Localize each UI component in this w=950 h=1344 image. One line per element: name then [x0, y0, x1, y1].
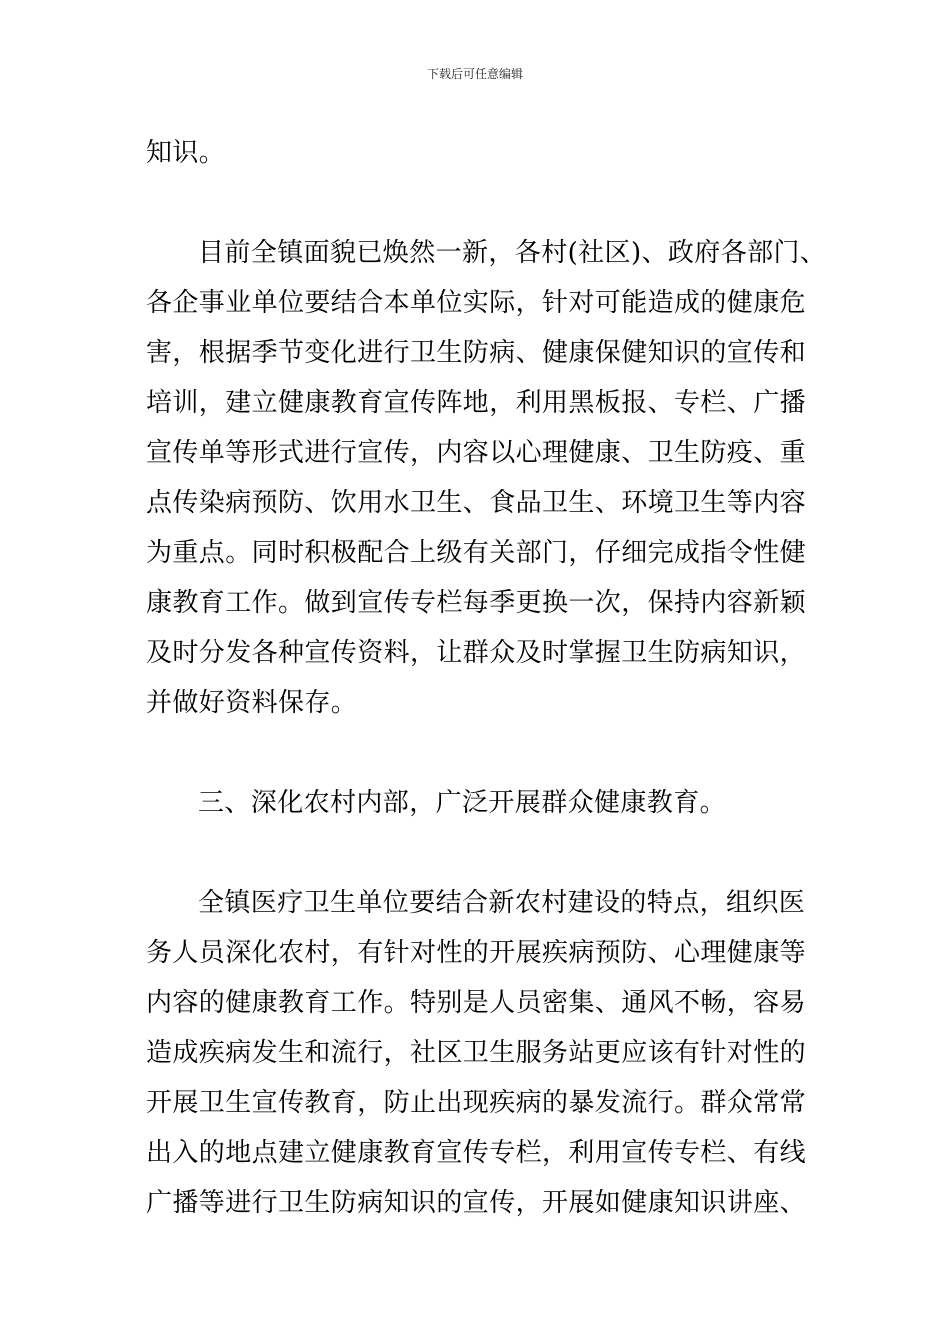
text-line: 为重点。同时积极配合上级有关部门，仔细完成指令性健	[146, 538, 807, 568]
text-line: 内容的健康教育工作。特别是人员密集、通风不畅，容易	[146, 988, 807, 1018]
text-line: 并做好资料保存。	[146, 688, 358, 718]
text-line: 点传染病预防、饮用水卫生、食品卫生、环境卫生等内容	[146, 488, 807, 518]
text-line: 知识。	[146, 138, 226, 168]
text-line: 目前全镇面貌已焕然一新，各村(社区)、政府各部门、	[198, 238, 827, 268]
paragraph-gap	[146, 828, 826, 878]
text-line: 各企事业单位要结合本单位实际，针对可能造成的健康危	[146, 288, 807, 318]
text-line: 造成疾病发生和流行，社区卫生服务站更应该有针对性的	[146, 1038, 807, 1068]
text-line: 开展卫生宣传教育，防止出现疾病的暴发流行。群众常常	[146, 1088, 807, 1118]
text-line: 及时分发各种宣传资料，让群众及时掌握卫生防病知识，	[146, 638, 807, 668]
text-line: 全镇医疗卫生单位要结合新农村建设的特点，组织医	[198, 888, 806, 918]
text-line: 害，根据季节变化进行卫生防病、健康保健知识的宣传和	[146, 338, 807, 368]
text-line: 广播等进行卫生防病知识的宣传，开展如健康知识讲座、	[146, 1188, 807, 1218]
text-line: 出入的地点建立健康教育宣传专栏，利用宣传专栏、有线	[146, 1138, 807, 1168]
paragraph-gap	[146, 178, 826, 228]
section-heading: 三、深化农村内部，广泛开展群众健康教育。	[198, 788, 727, 818]
paragraph-gap	[146, 728, 826, 778]
page-header: 下载后可任意编辑	[426, 67, 523, 81]
text-line: 康教育工作。做到宣传专栏每季更换一次，保持内容新颖	[146, 588, 807, 618]
text-line: 宣传单等形式进行宣传，内容以心理健康、卫生防疫、重	[146, 438, 807, 468]
text-line: 务人员深化农村，有针对性的开展疾病预防、心理健康等	[146, 938, 807, 968]
text-line: 培训，建立健康教育宣传阵地，利用黑板报、专栏、广播	[146, 388, 807, 418]
document-body	[146, 128, 826, 1228]
